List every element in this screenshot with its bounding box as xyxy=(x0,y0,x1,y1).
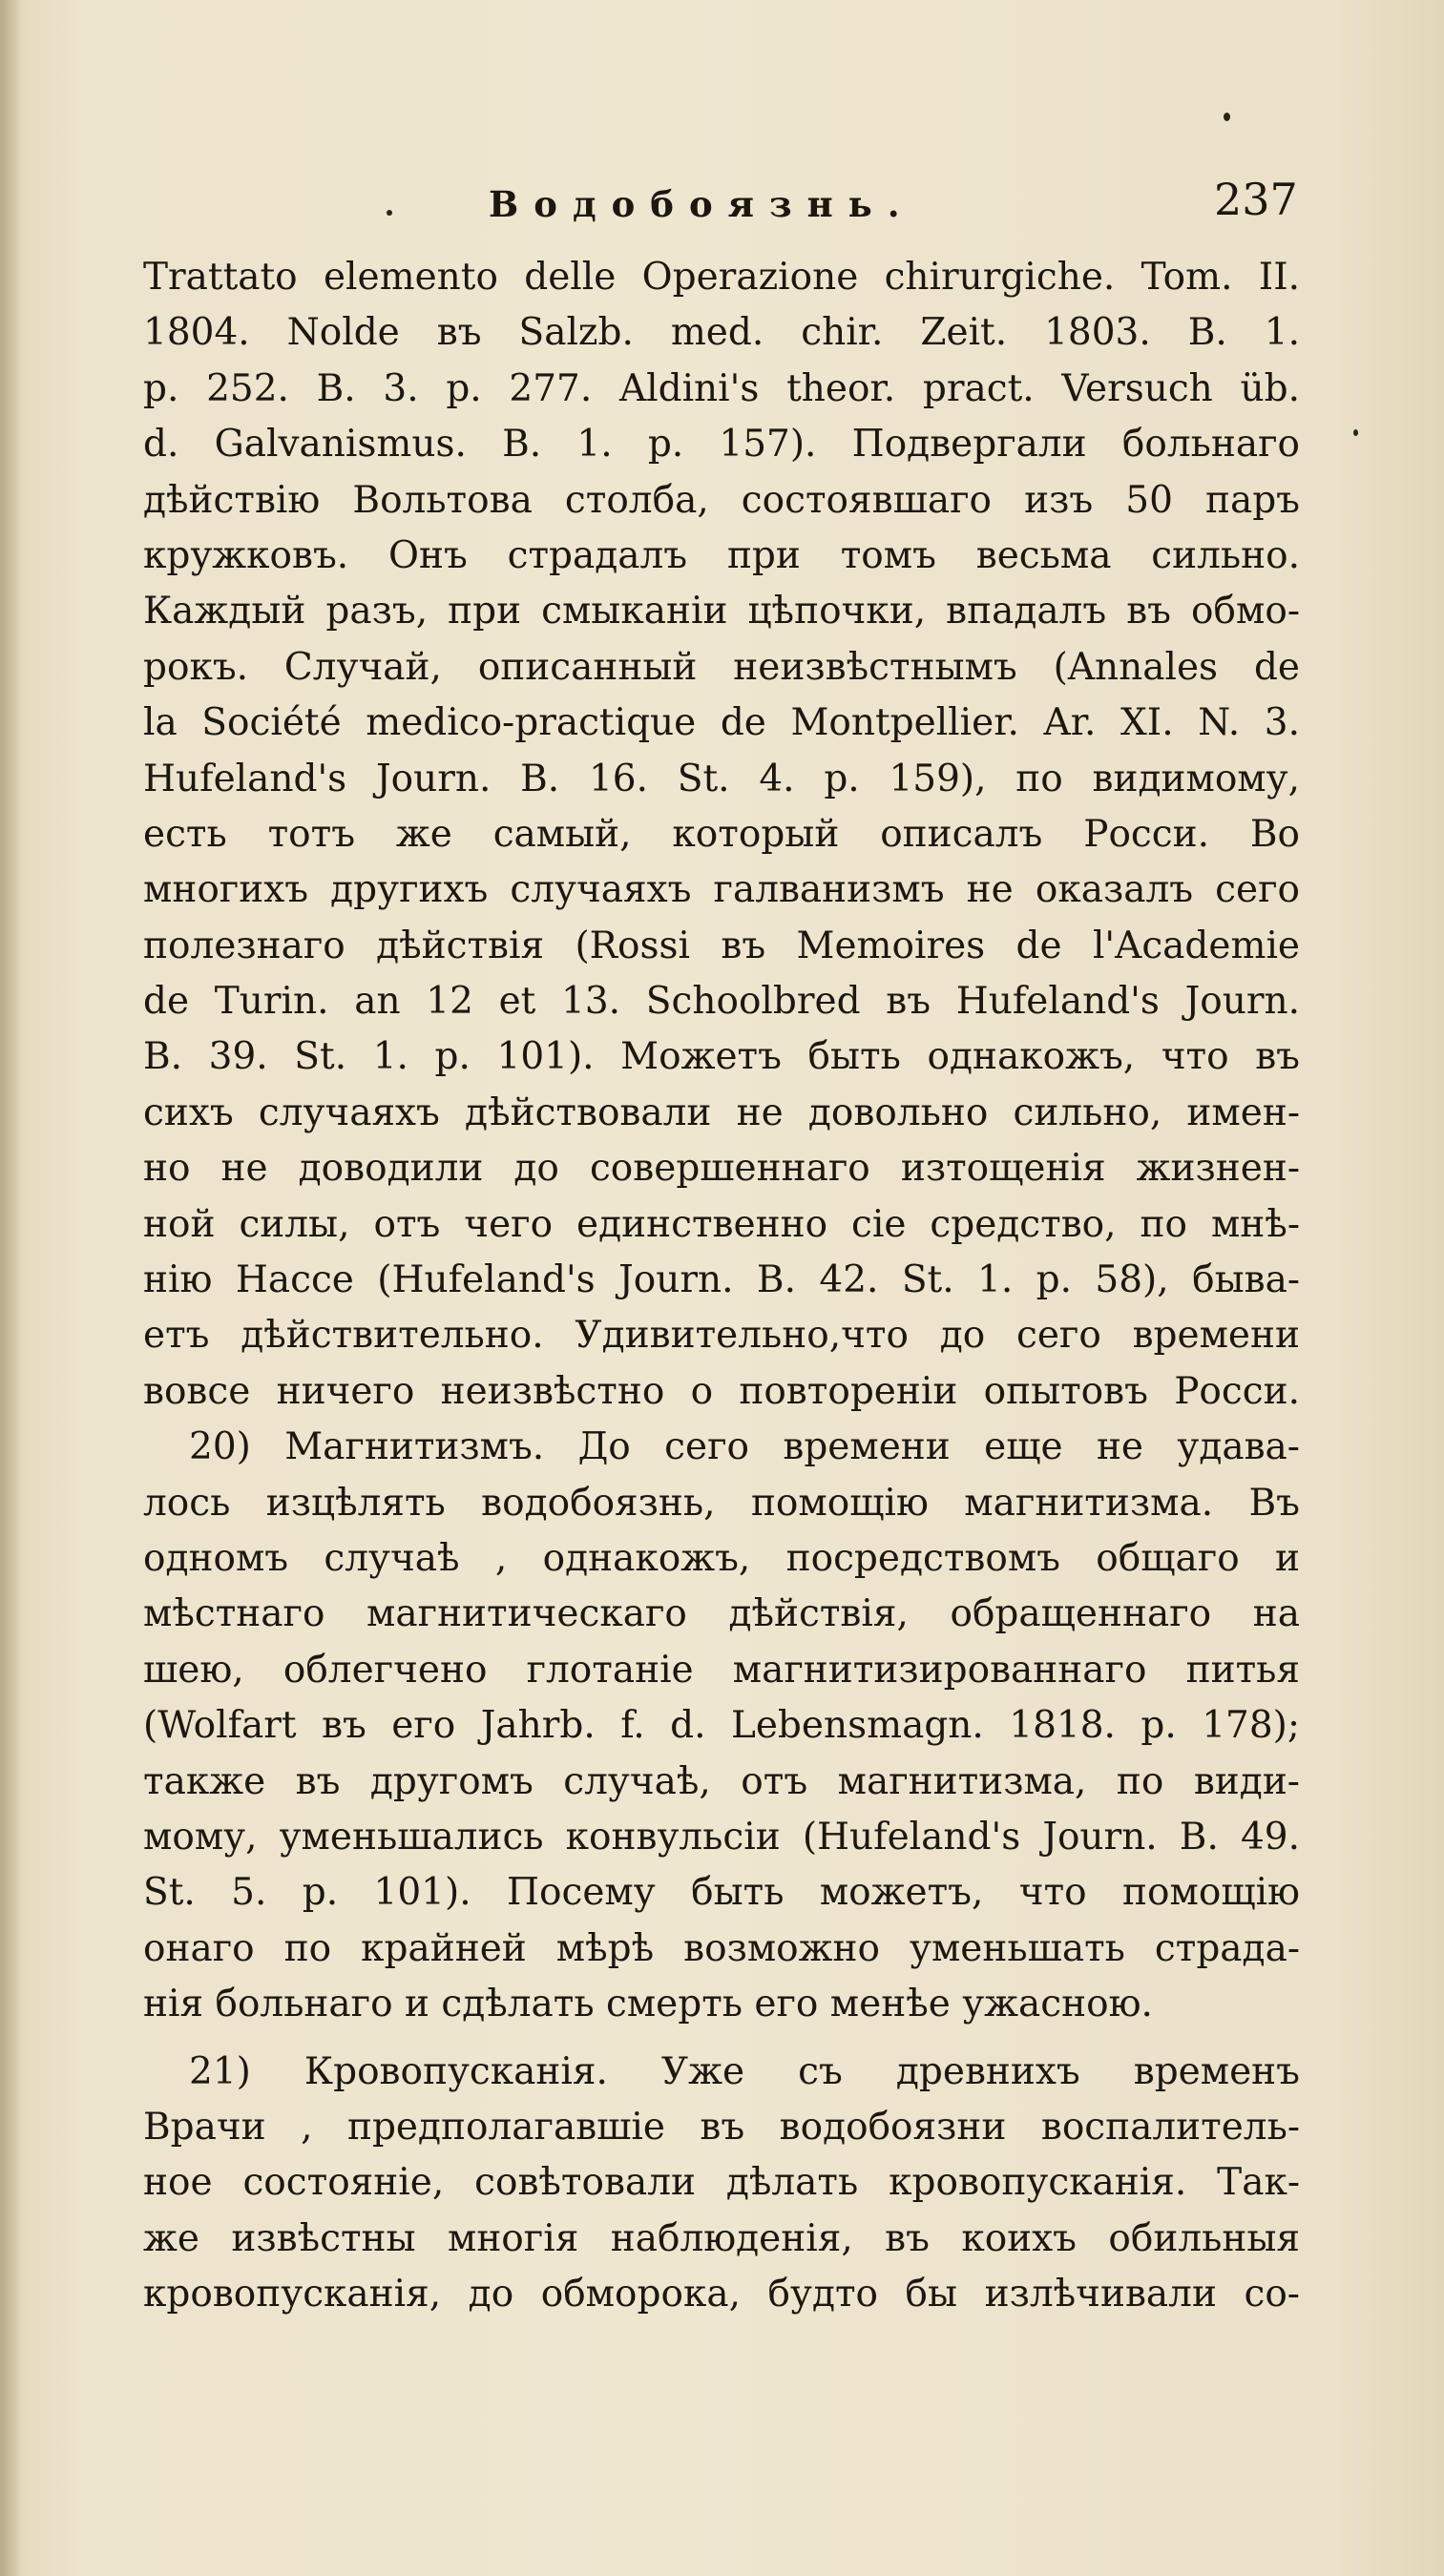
text-line: мѣстнаго магнитическаго дѣйствія, обращеннаго на xyxy=(143,1592,1300,1636)
text-line: d. Galvanismus. B. 1. p. 157). Подвергали больнаго xyxy=(143,423,1300,467)
text-line: la Société medico-practique de Montpellier. Ar. XI. N. 3. xyxy=(143,701,1300,745)
body-text xyxy=(143,250,1300,2322)
text-line: B. 39. St. 1. p. 101). Можетъ быть однакожъ, что въ xyxy=(143,1035,1300,1079)
page-number: 237 xyxy=(1214,174,1298,225)
text-line: многихъ другихъ случаяхъ галванизмъ не оказалъ сего xyxy=(143,868,1300,912)
text-line: Врачи , предполагавшіе въ водобоязни воспалитель- xyxy=(143,2105,1300,2149)
text-line: онаго по крайней мѣрѣ возможно уменьшать страда- xyxy=(143,1926,1300,1970)
text-line: лось изцѣлять водобоязнь, помощію магнитизма. Въ xyxy=(143,1481,1300,1525)
text-line: Trattato elemento delle Operazione chirurgiche. Tom. II. xyxy=(143,256,1300,299)
ink-speck xyxy=(1353,429,1358,436)
text-line: Каждый разъ, при смыканіи цѣпочки, впадалъ въ обмо- xyxy=(143,590,1300,634)
text-line: вовсе ничего неизвѣстно о повтореніи опытовъ Росси. xyxy=(143,1369,1300,1413)
text-line: кружковъ. Онъ страдалъ при томъ весьма сильно. xyxy=(143,533,1300,577)
text-line: 1804. Nolde въ Salzb. med. chir. Zeit. 1803. B. 1. xyxy=(143,311,1300,355)
text-line: также въ другомъ случаѣ, отъ магнитизма, по види- xyxy=(143,1759,1300,1803)
ink-speck xyxy=(1224,113,1230,121)
text-line: дѣйствію Вольтова столба, состоявшаго изъ 50 паръ xyxy=(143,478,1300,522)
text-line: одномъ случаѣ , однакожъ, посредствомъ общаго и xyxy=(143,1536,1300,1580)
page-gutter-shadow xyxy=(0,0,21,2576)
text-line: кровопусканія, до обморока, будто бы излѣчивали со- xyxy=(143,2273,1300,2316)
text-line: (Wolfart въ его Jahrb. f. d. Lebensmagn. 1818. p. 178); xyxy=(143,1704,1300,1748)
text-line: Hufeland's Journ. B. 16. St. 4. p. 159), по видимому, xyxy=(143,757,1300,800)
text-line: p. 252. B. 3. p. 277. Aldini's theor. pract. Versuch üb. xyxy=(143,366,1300,410)
section-heading-line: 20) Магнитизмъ. До сего времени еще не удава- xyxy=(189,1425,1300,1469)
text-line: нію Нассе (Hufeland's Journ. B. 42. St. 1. p. 58), бывa- xyxy=(143,1258,1300,1302)
section-heading-line: 21) Кровопусканія. Уже съ древнихъ временъ xyxy=(189,2049,1300,2093)
text-line: шею, облегчено глотаніе магнитизированнаго питья xyxy=(143,1648,1300,1692)
text-line: сихъ случаяхъ дѣйствовали не довольно сильно, имен- xyxy=(143,1091,1300,1134)
text-line: de Turin. an 12 et 13. Schoolbred въ Hufeland's Journ. xyxy=(143,980,1300,1024)
text-line: етъ дѣйствительно. Удивительно,что до сего времени xyxy=(143,1314,1300,1358)
text-line: St. 5. p. 101). Посему быть можетъ, что помощію xyxy=(143,1871,1300,1915)
text-line: рокъ. Случай, описанный неизвѣстнымъ (Annales de xyxy=(143,645,1300,689)
text-line: но не доводили до совершеннаго изтощенія жизнен- xyxy=(143,1147,1300,1191)
page-header xyxy=(0,170,1444,237)
text-line: ное состояніе, совѣтовали дѣлать кровопусканія. Так- xyxy=(143,2161,1300,2205)
text-line: полезнаго дѣйствія (Rossi въ Memoires de l'Academie xyxy=(143,924,1300,967)
text-line: же извѣстны многія наблюденія, въ коихъ обильныя xyxy=(143,2216,1300,2260)
text-line: есть тотъ же самый, который описалъ Росси. Во xyxy=(143,812,1300,856)
text-line: мому, уменьшались конвульсіи (Hufeland's Journ. B. 49. xyxy=(143,1815,1300,1859)
text-line: нія больнаго и сдѣлать смерть его менѣе ужасною. xyxy=(143,1983,1153,2026)
running-title: Водобоязнь. xyxy=(489,183,915,225)
text-line: ной силы, отъ чего единственно сіе средство, по мнѣ- xyxy=(143,1202,1300,1246)
